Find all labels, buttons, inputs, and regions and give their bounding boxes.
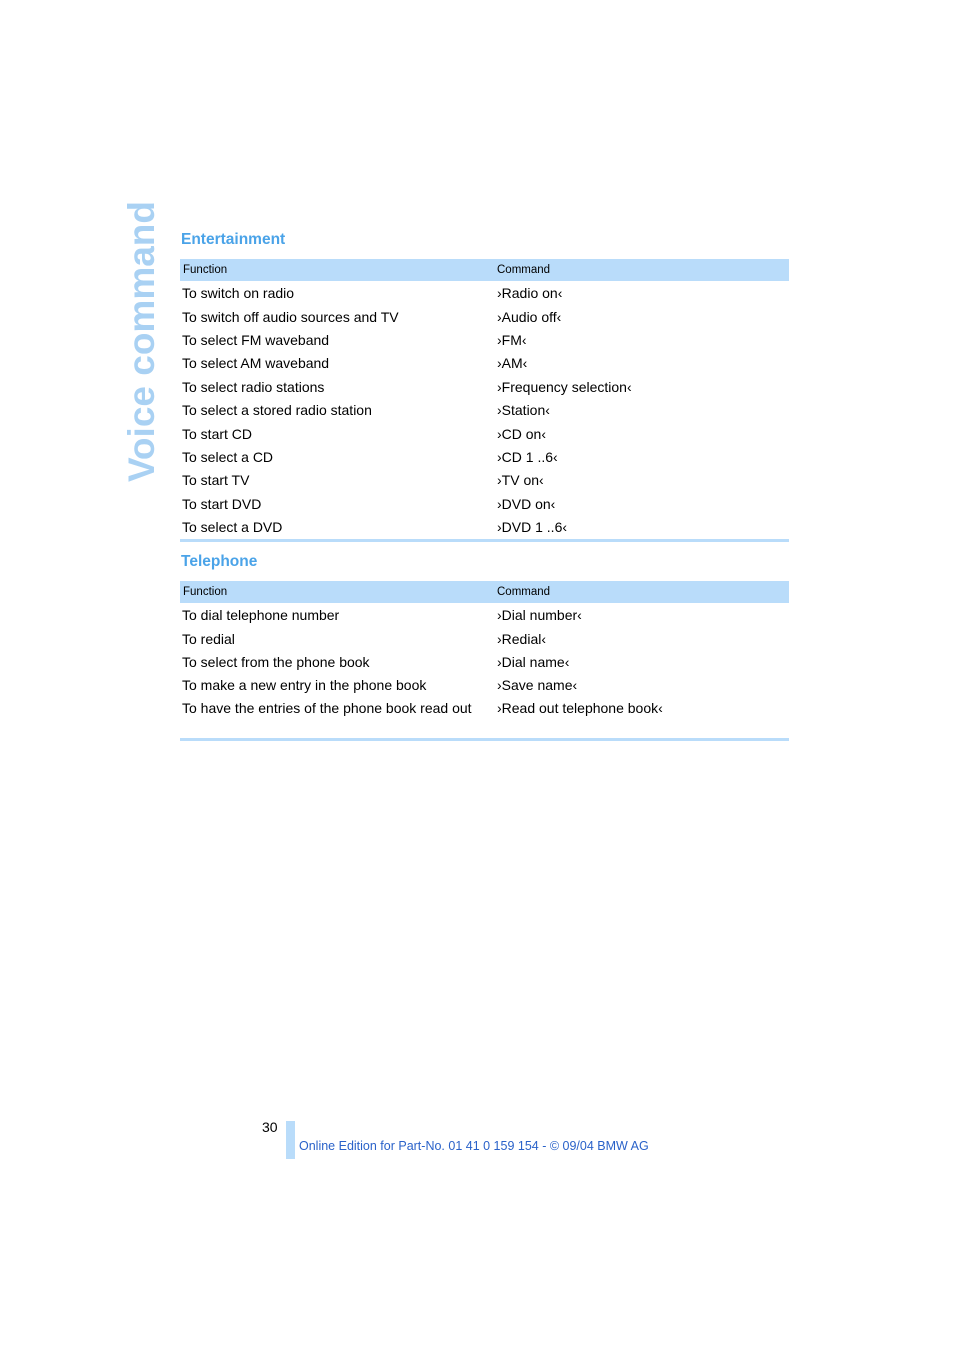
table-row [180,376,789,399]
command-cell: ›Frequency selection‹ [497,378,632,395]
function-cell: To select FM waveband [182,331,330,348]
telephone-table [180,581,789,741]
function-cell: To have the entries of the phone book read out [180,698,497,740]
section-title-entertainment: Entertainment [181,231,286,248]
function-cell: To start DVD [182,495,262,512]
entertainment-table [180,259,789,542]
table-row [180,352,789,375]
command-cell: ›DVD on‹ [497,495,556,512]
function-cell: To select a DVD [180,516,497,541]
table-row [180,422,789,445]
function-cell: To select a CD [182,448,274,465]
table-row [180,469,789,492]
command-cell: ›Save name‹ [497,677,578,694]
table-row [180,627,789,650]
table-row [180,329,789,352]
function-cell: To dial telephone number [182,607,340,624]
column-header-command: Command [497,259,789,281]
table-row [180,674,789,697]
command-cell: ›Audio off‹ [497,308,562,325]
table-row [180,651,789,674]
page-number: 30 [262,1119,278,1135]
command-cell: ›CD 1 ..6‹ [497,448,558,465]
command-cell: ›AM‹ [497,355,528,372]
section-title-telephone: Telephone [181,553,258,570]
table-row [180,281,789,305]
command-cell: ›Station‹ [497,402,550,419]
function-cell: To make a new entry in the phone book [182,677,427,694]
table-header-row [180,581,789,603]
function-cell: To switch on radio [182,285,295,302]
function-cell: To switch off audio sources and TV [182,308,399,325]
column-header-command: Command [497,581,789,603]
function-cell: To select AM waveband [182,355,330,372]
command-cell: ›Redial‹ [497,630,547,647]
table-row [180,603,789,627]
function-cell: To select a stored radio station [182,402,372,419]
function-cell: To select radio stations [182,378,325,395]
table-row [180,516,789,541]
command-cell: ›Read out telephone book‹ [497,698,789,740]
command-cell: ›DVD 1 ..6‹ [497,516,789,541]
table-row [180,399,789,422]
command-cell: ›Dial number‹ [497,607,582,624]
command-cell: ›Radio on‹ [497,285,563,302]
column-header-function: Function [180,581,497,603]
function-cell: To start CD [182,425,253,442]
command-cell: ›FM‹ [497,331,527,348]
function-cell: To start TV [182,472,250,489]
column-header-function: Function [180,259,497,281]
command-cell: ›CD on‹ [497,425,547,442]
table-row [180,493,789,516]
command-cell: ›Dial name‹ [497,653,570,670]
footer-edition-text: Online Edition for Part-No. 01 41 0 159 154 - © 09/04 BMW AG [299,1139,649,1153]
function-cell: To redial [182,630,235,647]
table-row [180,446,789,469]
command-cell: ›TV on‹ [497,472,544,489]
table-header-row [180,259,789,281]
function-cell: To select from the phone book [182,653,370,670]
footer-accent-bar [286,1121,295,1159]
table-row [180,305,789,328]
chapter-side-title: Voice command [121,200,162,482]
table-row [180,698,789,740]
